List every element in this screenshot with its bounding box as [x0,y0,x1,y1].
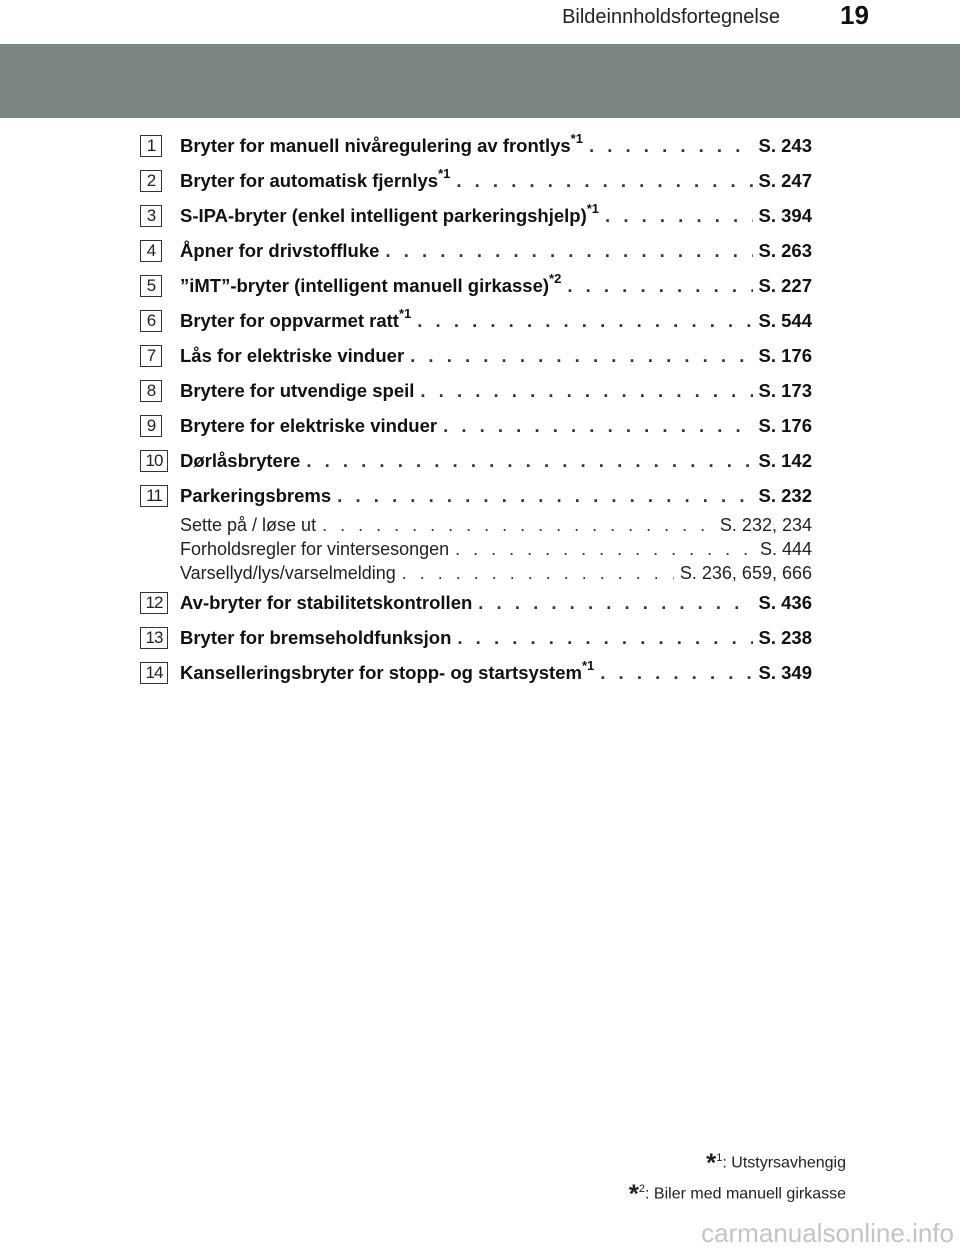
entry-label-text: Dørlåsbrytere [180,450,301,471]
toc-entry [140,443,812,478]
toc-entry-row[interactable] [140,443,812,478]
entry-footnote-mark: *2 [549,270,562,286]
entry-number-box: 8 [140,380,162,402]
toc-subentry-row[interactable] [140,513,812,537]
entry-footnote-mark: *1 [398,305,412,321]
entry-label [180,408,437,443]
entry-number-box: 10 [140,450,168,472]
entry-number-box: 5 [140,275,162,297]
footnote-2-text: : Biler med manuell girkasse [645,1185,846,1203]
entry-page-ref[interactable]: S. 176 [758,415,812,436]
entry-label-text: Bryter for manuell nivåregulering av frontlys [180,135,571,156]
toc-entry-row[interactable] [140,233,812,268]
entry-label [180,128,583,163]
entry-label-text: Bryter for automatisk fjernlys [180,170,439,191]
entry-label-text: Lås for elektriske vinduer [180,345,405,366]
footnotes [629,1145,846,1208]
dot-leader [457,620,752,655]
entry-page-ref[interactable]: S. 227 [758,275,812,296]
subentry-page-ref[interactable]: S. 444 [759,539,812,559]
entry-number [140,408,180,443]
entry-label [180,655,594,690]
entry-page-ref[interactable]: S. 238 [758,627,812,648]
entry-label [180,233,379,268]
toc-entry [140,478,812,585]
entry-page-ref[interactable]: S. 173 [758,380,812,401]
entry-number [140,478,180,513]
entry-label-text: Av-bryter for stabilitetskontrollen [180,592,473,613]
subentry-label: Sette på / løse ut [180,515,317,535]
footnote-2-sup: 2 [638,1183,646,1196]
dot-leader [478,585,752,620]
toc-entry-row[interactable] [140,268,812,303]
entry-number [140,655,180,690]
entry-page-ref[interactable]: S. 394 [758,205,812,226]
entry-page-ref[interactable]: S. 263 [758,240,812,261]
entry-page-ref[interactable]: S. 436 [758,592,812,613]
toc-entry-row[interactable] [140,338,812,373]
toc-subentry-row[interactable] [140,561,812,585]
entry-page-ref[interactable]: S. 243 [758,135,812,156]
entry-number [140,373,180,408]
toc-entry [140,408,812,443]
dot-leader [337,478,752,513]
entry-label-text: Brytere for elektriske vinduer [180,415,438,436]
watermark: carmanualsonline.info [701,1218,954,1248]
footnote-2-mark: * [628,1178,639,1209]
entry-number-box: 4 [140,240,162,262]
entry-label [180,585,472,620]
dot-leader [600,655,752,690]
dot-leader [417,303,752,338]
entry-label-text: ”iMT”-bryter (intelligent manuell girkasse) [180,275,550,296]
entry-footnote-mark: *1 [581,657,595,673]
dot-leader [443,408,752,443]
toc-entry-row[interactable] [140,585,812,620]
entry-number-box: 1 [140,135,162,157]
entry-page-ref[interactable]: S. 176 [758,345,812,366]
toc-entry-row[interactable] [140,128,812,163]
toc-entry-row[interactable] [140,655,812,690]
toc-entry [140,268,812,303]
entry-number [140,163,180,198]
dot-leader [322,513,714,537]
toc-entry-row[interactable] [140,478,812,513]
entry-label-text: Kanselleringsbryter for stopp- og startsystem [180,662,582,683]
toc-subentry-row[interactable] [140,537,812,561]
subentry-page-ref[interactable]: S. 236, 659, 666 [679,563,812,583]
toc-entry [140,655,812,690]
entry-number [140,443,180,478]
entry-number [140,233,180,268]
entry-label-text: Åpner for drivstoffluke [180,240,380,261]
dot-leader [589,128,753,163]
dot-leader [567,268,752,303]
entry-footnote-mark: *1 [570,130,583,146]
toc-entry [140,128,812,163]
footnote-1-sup: 1 [716,1152,723,1164]
entry-footnote-mark: *1 [438,165,451,181]
entry-label [180,338,404,373]
entry-page-ref[interactable]: S. 349 [758,662,812,683]
header-top-strip [0,0,960,34]
toc-entry-row[interactable] [140,303,812,338]
dot-leader [402,561,674,585]
footnote-2 [629,1176,846,1207]
toc-entry-row[interactable] [140,373,812,408]
entry-number-box: 7 [140,345,162,367]
toc-list [140,128,812,690]
entry-label [180,620,451,655]
entry-number-box: 11 [140,485,168,507]
entry-number [140,268,180,303]
entry-number [140,585,180,620]
entry-number-box: 9 [140,415,162,437]
subentry-label: Forholdsregler for vintersesongen [180,539,450,559]
toc-entry [140,198,812,233]
toc-entry [140,338,812,373]
entry-number [140,620,180,655]
footnote-1-text: : Utstyrsavhengig [722,1154,846,1172]
subentry-label: Varsellyd/lys/varselmelding [180,563,396,583]
entry-label [180,303,411,338]
entry-number [140,128,180,163]
entry-number-box: 6 [140,310,162,332]
header-band [0,44,960,118]
entry-label [180,478,331,513]
toc-entry-row[interactable] [140,408,812,443]
entry-label [180,268,561,303]
footnote-1 [629,1145,846,1176]
toc-entry-row[interactable] [140,620,812,655]
toc-entry [140,373,812,408]
entry-label [180,373,414,408]
dot-leader [385,233,752,268]
page-number: 19 [840,0,869,30]
entry-label [180,198,599,233]
toc-entry [140,585,812,620]
entry-number-box: 3 [140,205,162,227]
entry-page-ref[interactable]: S. 544 [758,310,812,331]
dot-leader [605,198,752,233]
entry-footnote-mark: *1 [586,200,600,216]
entry-number [140,303,180,338]
dot-leader [410,338,752,373]
section-title: Bildeinnholdsfortegnelse [562,6,780,28]
entry-number [140,338,180,373]
toc-entry [140,233,812,268]
entry-label-text: Parkeringsbrems [180,485,332,506]
entry-number-box: 12 [140,592,168,614]
entry-number-box: 2 [140,170,162,192]
toc-entry [140,303,812,338]
page-header [0,0,960,118]
entry-label-text: Brytere for utvendige speil [180,380,415,401]
entry-label-text: Bryter for oppvarmet ratt [180,310,399,331]
toc-entry [140,620,812,655]
subentry-page-ref[interactable]: S. 232, 234 [719,515,812,535]
entry-page-ref[interactable]: S. 232 [758,485,812,506]
entry-number-box: 13 [140,627,168,649]
dot-leader [456,163,752,198]
toc-entry-row[interactable] [140,163,812,198]
entry-label-text: S-IPA-bryter (enkel intelligent parkeringshjelp) [180,205,587,226]
dot-leader [306,443,752,478]
toc-entry-row[interactable] [140,198,812,233]
entry-number-box: 14 [140,662,168,684]
entry-label-text: Bryter for bremseholdfunksjon [180,627,452,648]
entry-label [180,443,300,478]
entry-page-ref[interactable]: S. 247 [758,170,812,191]
footnote-1-mark: * [706,1147,717,1178]
dot-leader [455,537,754,561]
entry-label [180,163,450,198]
dot-leader [420,373,752,408]
entry-number [140,198,180,233]
toc-entry [140,163,812,198]
entry-page-ref[interactable]: S. 142 [758,450,812,471]
